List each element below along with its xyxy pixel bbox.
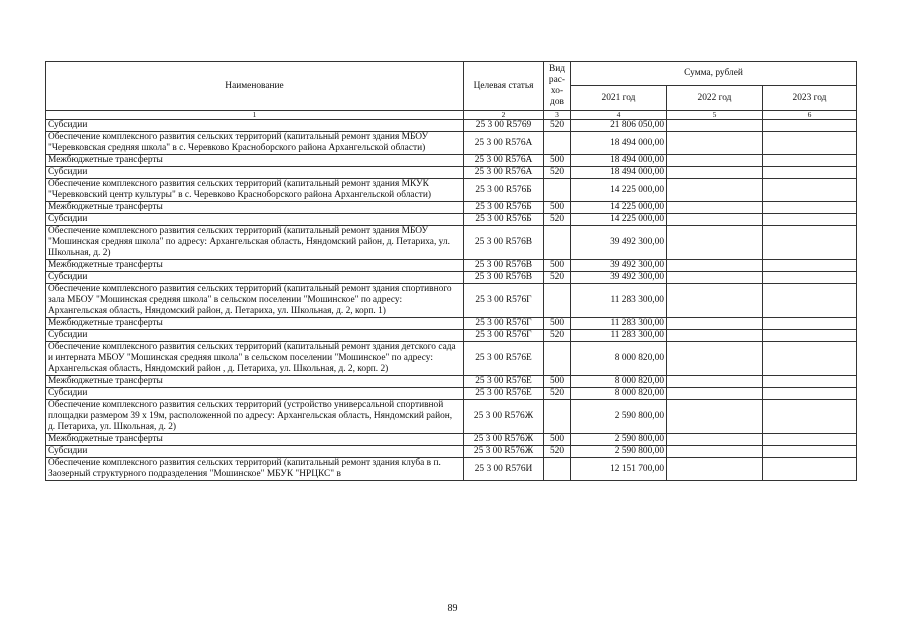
row-expense-type: 500 [544,155,571,167]
row-sum-2023 [763,388,857,400]
row-sum-2022 [667,376,763,388]
table-row [46,120,857,132]
row-expense-type: 520 [544,214,571,226]
row-expense-type [544,400,571,434]
row-expense-type [544,284,571,318]
row-sum-2023 [763,400,857,434]
row-expense-type: 500 [544,376,571,388]
row-name: Межбюджетные трансферты [46,376,464,388]
header-year-2021: 2021 год [571,86,667,111]
row-sum-2022 [667,155,763,167]
row-sum-2022 [667,318,763,330]
row-sum-2022 [667,388,763,400]
row-sum-2023 [763,330,857,342]
row-expense-type: 520 [544,388,571,400]
row-sum-2021: 2 590 800,00 [571,446,667,458]
table-row [46,214,857,226]
row-name: Обеспечение комплексного развития сельских территорий (капитальный ремонт здания детского сада и интерната МБОУ "Мошинская средняя школа" в сельском поселении "Мошинское" по адресу: Архангельская область, Няндомский район , д. Петариха, ул. Школьная, д. 2, корп. 2) [46,342,464,376]
row-name: Обеспечение комплексного развития сельских территорий (капитальный ремонт здания спортивного зала МБОУ "Мошинская средняя школа" в сельском поселении "Мошинское" по адресу: Архангельская область, Няндомский район, д. Петариха, ул. Школьная, д. 2, корп. 1) [46,284,464,318]
table-row [46,155,857,167]
row-name: Обеспечение комплексного развития сельских территорий (капитальный ремонт здания МБОУ "Мошинская средняя школа" по адресу: Архангельская область, Няндомский район, д. Петариха, ул. Школьная, д. 2) [46,226,464,260]
row-expense-type [544,342,571,376]
row-sum-2023 [763,260,857,272]
row-name: Субсидии [46,388,464,400]
row-target-article: 25 3 00 R576Е [464,376,544,388]
row-sum-2023 [763,376,857,388]
row-expense-type: 520 [544,330,571,342]
row-sum-2023 [763,458,857,481]
row-sum-2021: 8 000 820,00 [571,388,667,400]
table-row [46,226,857,260]
row-sum-2022 [667,260,763,272]
table-row [46,202,857,214]
row-sum-2022 [667,120,763,132]
row-sum-2023 [763,120,857,132]
row-expense-type: 520 [544,120,571,132]
row-sum-2021: 18 494 000,00 [571,155,667,167]
row-target-article: 25 3 00 R576Б [464,214,544,226]
row-sum-2021: 14 225 000,00 [571,202,667,214]
row-sum-2023 [763,132,857,155]
row-name: Межбюджетные трансферты [46,434,464,446]
row-target-article: 25 3 00 R576А [464,132,544,155]
header-code: Целевая статья [464,62,544,111]
row-sum-2022 [667,446,763,458]
table-row [46,272,857,284]
row-target-article: 25 3 00 R5769 [464,120,544,132]
row-target-article: 25 3 00 R576А [464,167,544,179]
row-expense-type [544,132,571,155]
row-target-article: 25 3 00 R576А [464,155,544,167]
row-expense-type: 500 [544,434,571,446]
row-sum-2022 [667,167,763,179]
row-target-article: 25 3 00 R576Г [464,284,544,318]
row-target-article: 25 3 00 R576Е [464,342,544,376]
table-row [46,179,857,202]
row-sum-2022 [667,458,763,481]
row-expense-type [544,226,571,260]
row-sum-2021: 11 283 300,00 [571,330,667,342]
row-name: Межбюджетные трансферты [46,155,464,167]
header-year-2023: 2023 год [763,86,857,111]
row-sum-2023 [763,167,857,179]
row-target-article: 25 3 00 R576В [464,260,544,272]
row-sum-2023 [763,284,857,318]
row-sum-2023 [763,155,857,167]
row-sum-2022 [667,330,763,342]
row-target-article: 25 3 00 R576Б [464,202,544,214]
table-row [46,132,857,155]
row-name: Обеспечение комплексного развития сельских территорий (капитальный ремонт здания клуба в п. Заозерный структурного подразделения "Мошинское" МБУК "НРЦКС" в [46,458,464,481]
row-target-article: 25 3 00 R576Г [464,318,544,330]
row-name: Обеспечение комплексного развития сельских территорий (устройство универсальной спортивной площадки размером 39 х 19м, расположенной по адресу: Архангельская область, Няндомский район, д. Петариха, ул. Школьная, д. 2) [46,400,464,434]
row-sum-2022 [667,272,763,284]
col-number: 6 [763,111,857,120]
col-number: 2 [464,111,544,120]
table-row [46,400,857,434]
header-year-2022: 2022 год [667,86,763,111]
table-row [46,330,857,342]
row-sum-2023 [763,434,857,446]
table-row [46,376,857,388]
row-target-article: 25 3 00 R576Ж [464,446,544,458]
row-expense-type [544,458,571,481]
table-row [46,388,857,400]
header-name: Наименование [46,62,464,111]
row-name: Субсидии [46,446,464,458]
row-sum-2022 [667,434,763,446]
row-target-article: 25 3 00 R576В [464,272,544,284]
row-sum-2023 [763,272,857,284]
row-expense-type: 520 [544,446,571,458]
row-sum-2022 [667,342,763,376]
row-sum-2022 [667,284,763,318]
row-target-article: 25 3 00 R576В [464,226,544,260]
row-sum-2021: 39 492 300,00 [571,260,667,272]
row-sum-2021: 21 806 050,00 [571,120,667,132]
row-name: Субсидии [46,120,464,132]
table-row [46,167,857,179]
header-sum: Сумма, рублей [571,62,857,86]
col-number: 1 [46,111,464,120]
table-row [46,342,857,376]
row-sum-2022 [667,179,763,202]
row-sum-2021: 12 151 700,00 [571,458,667,481]
table-body [46,120,857,481]
row-expense-type: 520 [544,272,571,284]
row-expense-type: 520 [544,167,571,179]
row-sum-2023 [763,202,857,214]
row-sum-2022 [667,202,763,214]
row-sum-2021: 39 492 300,00 [571,272,667,284]
row-name: Обеспечение комплексного развития сельских территорий (капитальный ремонт здания МКУК "Черевковский центр культуры" в с. Черевково Красноборского района Архангельской области) [46,179,464,202]
row-sum-2021: 18 494 000,00 [571,132,667,155]
row-name: Межбюджетные трансферты [46,202,464,214]
row-sum-2021: 14 225 000,00 [571,179,667,202]
header-vid: Вид рас-хо-дов [544,62,571,111]
row-expense-type [544,179,571,202]
col-number: 5 [667,111,763,120]
row-target-article: 25 3 00 R576И [464,458,544,481]
row-sum-2021: 11 283 300,00 [571,284,667,318]
page-number: 89 [447,603,458,614]
col-number: 4 [571,111,667,120]
row-sum-2021: 8 000 820,00 [571,376,667,388]
table-row [46,446,857,458]
row-sum-2023 [763,214,857,226]
row-sum-2023 [763,179,857,202]
row-sum-2023 [763,342,857,376]
table-header [46,62,857,120]
row-sum-2022 [667,226,763,260]
row-expense-type: 500 [544,202,571,214]
row-target-article: 25 3 00 R576Г [464,330,544,342]
row-sum-2022 [667,400,763,434]
row-sum-2021: 11 283 300,00 [571,318,667,330]
table-row [46,284,857,318]
row-sum-2021: 8 000 820,00 [571,342,667,376]
budget-table [45,61,857,481]
row-sum-2021: 2 590 800,00 [571,434,667,446]
table-row [46,434,857,446]
row-sum-2021: 18 494 000,00 [571,167,667,179]
row-target-article: 25 3 00 R576Ж [464,434,544,446]
row-sum-2023 [763,226,857,260]
row-sum-2021: 2 590 800,00 [571,400,667,434]
row-name: Субсидии [46,214,464,226]
row-sum-2021: 39 492 300,00 [571,226,667,260]
table-row [46,260,857,272]
row-target-article: 25 3 00 R576Е [464,388,544,400]
col-number: 3 [544,111,571,120]
row-sum-2022 [667,132,763,155]
table-row [46,318,857,330]
row-name: Межбюджетные трансферты [46,318,464,330]
column-numbers-row [46,111,857,120]
row-expense-type: 500 [544,260,571,272]
row-name: Субсидии [46,167,464,179]
row-name: Обеспечение комплексного развития сельских территорий (капитальный ремонт здания МБОУ "Черевковская средняя школа" в с. Черевково Красноборского района Архангельской области) [46,132,464,155]
row-expense-type: 500 [544,318,571,330]
row-sum-2022 [667,214,763,226]
row-sum-2023 [763,318,857,330]
row-name: Межбюджетные трансферты [46,260,464,272]
row-target-article: 25 3 00 R576Ж [464,400,544,434]
row-sum-2021: 14 225 000,00 [571,214,667,226]
row-target-article: 25 3 00 R576Б [464,179,544,202]
row-name: Субсидии [46,330,464,342]
table-row [46,458,857,481]
row-sum-2023 [763,446,857,458]
row-name: Субсидии [46,272,464,284]
